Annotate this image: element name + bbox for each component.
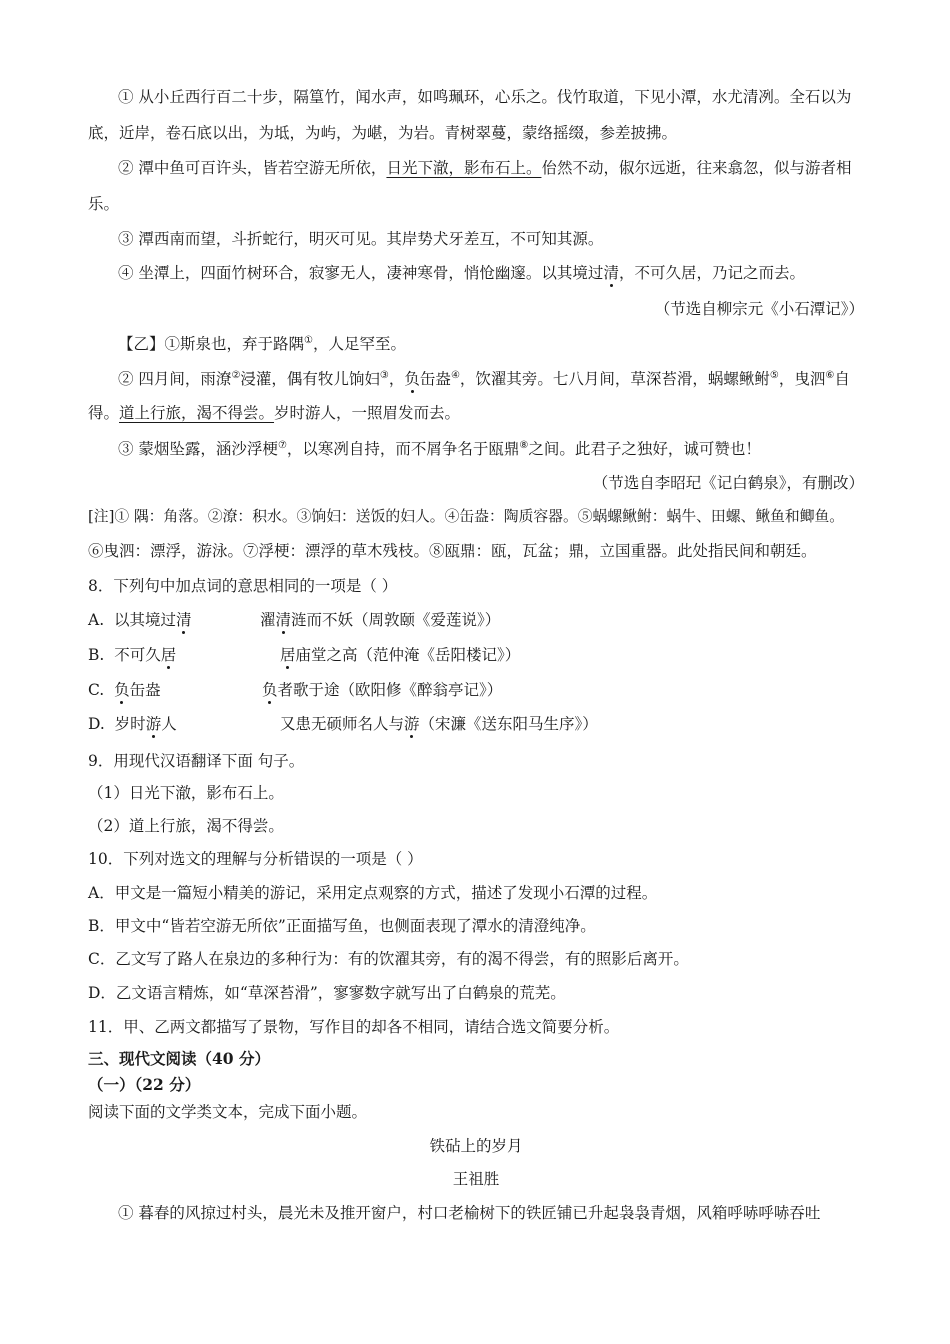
jia-paragraph-2-cont: 乐。	[88, 195, 120, 213]
q10-option-c: C．乙文写了路人在泉边的多种行为：有的饮濯其旁，有的渴不得尝，有的照影后离开。	[88, 950, 689, 968]
q9-sentence-1: （1）日光下澈，影布石上。	[88, 784, 284, 802]
yi-paragraph-2-cont: 得。道上行旅，渴不得尝。岁时游人，一照眉发而去。	[88, 404, 461, 422]
jia-paragraph-1-cont: 底，近岸，卷石底以出，为坻，为屿，为嵁，为岩。青树翠蔓，蒙络摇缀，参差披拂。	[88, 124, 678, 142]
yi-paragraph-1: 【乙】①斯泉也，弃于路隅①，人足罕至。	[118, 334, 406, 353]
article-title: 铁砧上的岁月	[429, 1137, 523, 1155]
q8-option-b: B. 不可久居	[88, 646, 177, 664]
q8-option-d: D. 岁时游人	[88, 715, 177, 733]
q8-option-c-compare: 负者歌于途（欧阳修《醉翁亭记》）	[262, 681, 503, 699]
underlined-sentence: 道上行旅，渴不得尝。	[119, 404, 275, 422]
q10-stem: 10．下列对选文的理解与分析错误的一项是（ ）	[88, 850, 423, 868]
underlined-sentence: 日光下澈，影布石上。	[386, 159, 542, 177]
jia-paragraph-2: ② 潭中鱼可百许头，皆若空游无所依，日光下澈，影布石上。佁然不动，俶尔远逝，往来翕忽，似与游者相	[118, 159, 852, 177]
q10-option-d: D．乙文语言精炼，如“草深苔滑”，寥寥数字就写出了白鹤泉的荒芜。	[88, 984, 566, 1002]
section-3-instruction: 阅读下面的文学类文本，完成下面小题。	[88, 1103, 368, 1121]
q11-stem: 11．甲、乙两文都描写了景物，写作目的却各不相同，请结合选文简要分析。	[88, 1018, 620, 1036]
article-paragraph-1: ① 暮春的风掠过村头，晨光未及推开窗户，村口老榆树下的铁匠铺已升起袅袅青烟，风箱呼哧呼哧吞吐	[118, 1204, 821, 1222]
yi-source: （节选自李昭玘《记白鹤泉》，有删改）	[592, 474, 864, 492]
q8-option-d-compare: 又患无硕师名人与游（宋濂《送东阳马生序》）	[280, 715, 598, 733]
q8-option-b-compare: 居庙堂之高（范仲淹《岳阳楼记》）	[280, 646, 521, 664]
notes-line-2: ⑥曳泗：漂浮，游泳。⑦浮梗：漂浮的草木残枝。⑧瓯鼎：瓯，瓦盆；鼎，立国重器。此处指民间和朝廷。	[88, 542, 817, 560]
q8-option-c: C. 负缶盎	[88, 681, 161, 699]
article-author: 王祖胜	[452, 1170, 500, 1188]
notes-line-1: [注]① 隅：角落。②潦：积水。③饷妇：送饭的妇人。④缶盎：陶质容器。⑤蜗螺鳅鲋：蜗牛、田螺、鳅鱼和鲫鱼。	[88, 508, 845, 525]
section-3-title: 三、现代文阅读（40 分）	[88, 1049, 270, 1068]
section-3-subtitle: （一）（22 分）	[88, 1075, 201, 1094]
q10-option-a: A．甲文是一篇短小精美的游记，采用定点观察的方式，描述了发现小石潭的过程。	[88, 884, 658, 902]
jia-paragraph-4: ④ 坐潭上，四面竹树环合，寂寥无人，凄神寒骨，悄怆幽邃。以其境过清，不可久居，乃记之而去。	[118, 264, 805, 282]
q10-option-b: B．甲文中“皆若空游无所依”正面描写鱼，也侧面表现了潭水的清澄纯净。	[88, 917, 596, 935]
q8-stem: 8．下列句中加点词的意思相同的一项是（ ）	[88, 577, 398, 595]
q8-option-a: A. 以其境过清	[88, 611, 192, 629]
yi-paragraph-3: ③ 蒙烟坠露，涵沙浮梗⑦，以寒冽自持，而不屑争名于瓯鼎⑧之间。此君子之独好，诚可赞也！	[118, 439, 761, 458]
yi-paragraph-2: ② 四月间，雨潦②浸灌，偶有牧儿饷妇③，负缶盎④，饮濯其旁。七八月间，草深苔滑，蜗螺鳅鲋⑤，曳泗⑥自	[118, 369, 850, 388]
dotted-word: 清	[603, 264, 619, 282]
dotted-word: 负	[404, 370, 420, 388]
jia-source: （节选自柳宗元《小石潭记》）	[654, 300, 864, 318]
jia-paragraph-1: ① 从小丘西行百二十步，隔篁竹，闻水声，如鸣珮环，心乐之。伐竹取道，下见小潭，水尤清冽。全石以为	[118, 88, 852, 106]
q9-stem: 9．用现代汉语翻译下面 句子。	[88, 752, 305, 770]
q9-sentence-2: （2）道上行旅，渴不得尝。	[88, 817, 284, 835]
q8-option-a-compare: 濯清涟而不妖（周敦颐《爱莲说》）	[260, 611, 501, 629]
jia-paragraph-3: ③ 潭西南而望，斗折蛇行，明灭可见。其岸势犬牙差互，不可知其源。	[118, 230, 604, 248]
